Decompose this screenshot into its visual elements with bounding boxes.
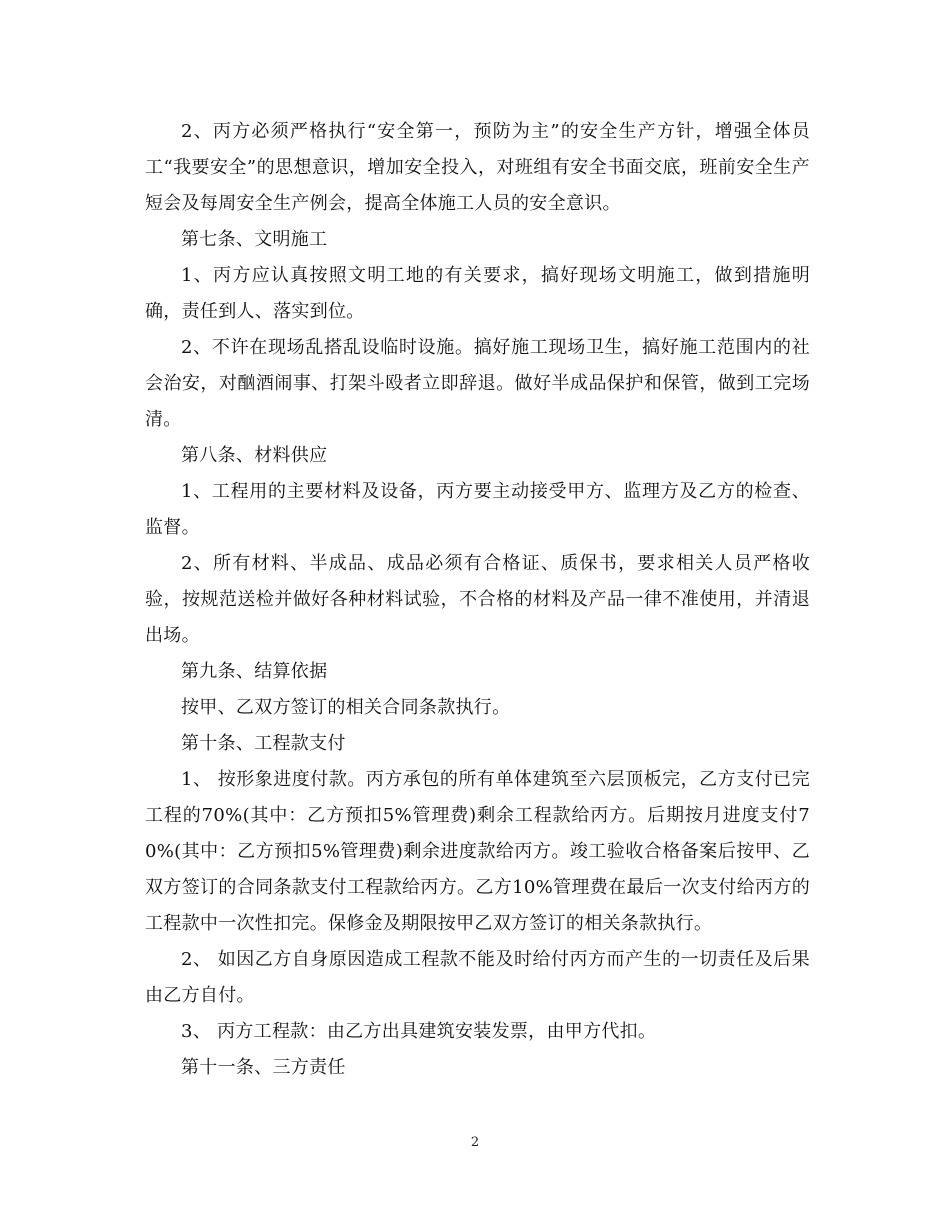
article-9-heading: 第九条、结算依据 xyxy=(181,661,328,682)
article-10-heading: 第十条、工程款支付 xyxy=(181,733,346,754)
clause-8-item-1: 1、工程用的主要材料及设备，丙方要主动接受甲方、监理方及乙方的检查、监督。 xyxy=(145,481,810,538)
clause-9-text: 按甲、乙双方签订的相关合同条款执行。 xyxy=(181,697,511,718)
clause-6-item-2: 2、丙方必须严格执行“安全第一，预防为主”的安全生产方针，增强全体员工“我要安全”的思想意识，增加安全投入，对班组有安全书面交底，班前安全生产短会及每周安全生产例会，提高全体施工人员的安全意识。 xyxy=(145,121,810,214)
page-number: 2 xyxy=(470,1135,480,1150)
clause-10-item-1: 1、 按形象进度付款。丙方承包的所有单体建筑至六层顶板完，乙方支付已完工程的70%(其中：乙方预扣5%管理费)剩余工程款给丙方。后期按月进度支付70%(其中：乙方预扣5%管理费)剩余进度款给丙方。竣工验收合格备案后按甲、乙双方签订的合同条款支付工程款给丙方。乙方10%管理费在最后一次支付给丙方的工程款中一次性扣完。保修金及期限按甲乙双方签订的相关条款执行。 xyxy=(145,769,810,934)
clause-10-item-3: 3、 丙方工程款：由乙方出具建筑安装发票，由甲方代扣。 xyxy=(181,1021,657,1042)
document-body xyxy=(145,114,810,1086)
article-8-heading: 第八条、材料供应 xyxy=(181,445,328,466)
clause-7-item-1: 1、丙方应认真按照文明工地的有关要求，搞好现场文明施工，做到措施明确，责任到人、落实到位。 xyxy=(145,265,810,322)
article-11-heading: 第十一条、三方责任 xyxy=(181,1057,346,1078)
clause-10-item-2: 2、 如因乙方自身原因造成工程款不能及时给付丙方而产生的一切责任及后果由乙方自付。 xyxy=(145,949,810,1006)
article-7-heading: 第七条、文明施工 xyxy=(181,229,328,250)
clause-8-item-2: 2、所有材料、半成品、成品必须有合格证、质保书，要求相关人员严格收验，按规范送检并做好各种材料试验，不合格的材料及产品一律不准使用，并清退出场。 xyxy=(145,553,810,646)
clause-7-item-2: 2、不许在现场乱搭乱设临时设施。搞好施工现场卫生，搞好施工范围内的社会治安，对酗酒闹事、打架斗殴者立即辞退。做好半成品保护和保管，做到工完场清。 xyxy=(145,337,810,430)
